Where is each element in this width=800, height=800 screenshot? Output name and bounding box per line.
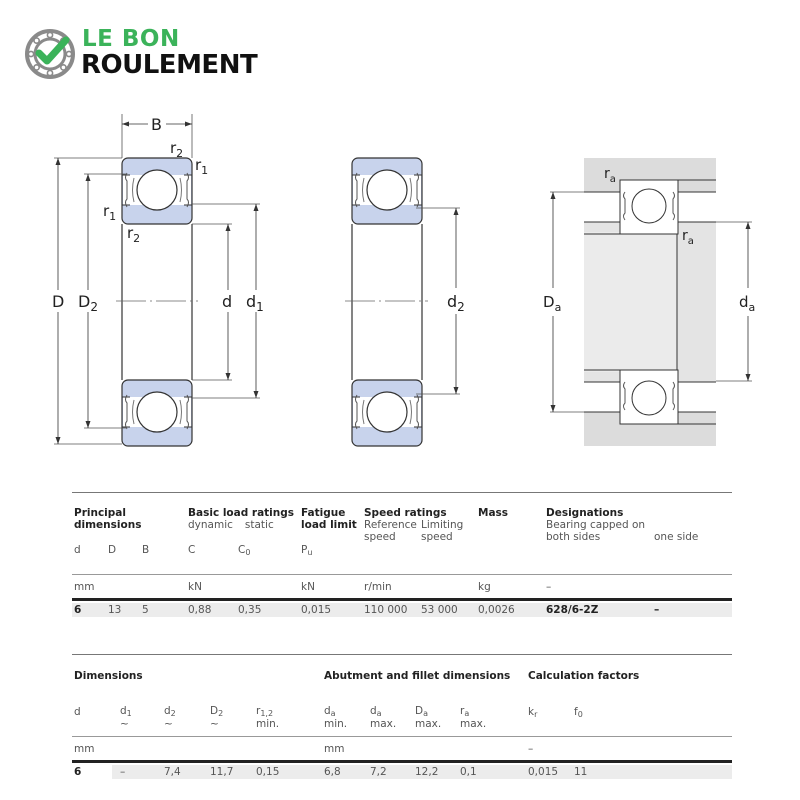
drawing-principal-dimensions [52,114,264,446]
cell-f0: 11 [574,766,588,778]
divider [72,760,732,763]
symbol-d: d [74,544,81,556]
cell-designation-one-side: – [654,604,660,616]
unit-kg: kg [478,581,491,593]
one-side-header: one side [654,531,699,543]
group-designations: Designations [546,507,624,519]
svg-text:d1: $d_1$ [246,292,264,314]
cell-D2: 11,7 [210,766,234,778]
symbol-da-max: $d_a$ max. [370,705,397,730]
group-fatigue-load-limit: Fatigue load limit [301,507,357,531]
group-mass: Mass [478,507,509,519]
cell-mass: 0,0026 [478,604,515,616]
cell-ra-max: 0,1 [460,766,477,778]
unit-mm-abutment: mm [324,743,345,755]
symbol-B: B [142,544,150,556]
cell-Da-max: 12,2 [415,766,439,778]
symbol-d1: $d_1$ ~ [120,705,132,730]
group-calculation-factors: Calculation factors [528,670,640,682]
symbol-D: D [108,544,117,556]
cell-B: 5 [142,604,149,616]
unit-dash: – [528,743,534,755]
cell-d: 6 [74,604,82,616]
symbol-d2: $d_2$ ~ [164,705,176,730]
brand-logo [24,26,294,84]
bearing-check-icon [24,28,76,80]
symbol-ra-max: $r_a$ max. [460,705,487,730]
divider [72,598,732,601]
cell-reference-speed: 110 000 [364,604,408,616]
cell-r12-min: 0,15 [256,766,280,778]
cell-da-min: 6,8 [324,766,341,778]
svg-text:ra: $r_a$ [604,166,616,185]
svg-text:D2: $D_2$ [78,292,98,314]
limiting-speed-header: Limiting speed [421,519,464,543]
cell-C0: 0,35 [238,604,262,616]
svg-text:r2: $r_2$ [127,224,141,245]
symbol-C: C [188,544,196,556]
dimensions-table [72,654,732,784]
cell-kr: 0,015 [528,766,559,778]
svg-text:d: d [222,292,233,311]
symbol-C0: $C_0$ [238,544,251,557]
cell-D: 13 [108,604,122,616]
group-dimensions: Dimensions [74,670,143,682]
symbol-D2: $D_2$ ~ [210,705,224,730]
symbol-Da-max: $D_a$ max. [415,705,442,730]
cell-d: 6 [74,766,82,778]
group-speed-ratings: Speed ratings [364,507,447,519]
bearing-drawings [0,100,800,460]
unit-kN-fatigue: kN [301,581,315,593]
unit-rmin: r/min [364,581,392,593]
drawing-d2-dimension [345,158,465,446]
svg-text:ra: $r_a$ [682,228,694,247]
group-principal-dimensions: Principal dimensions [74,507,142,531]
unit-mm: mm [74,581,95,593]
svg-text:Da: $D_a$ [543,293,562,314]
drawing-abutment-dimensions [543,158,755,446]
cell-designation-both-sides: 628/6-2Z [546,604,599,616]
svg-text:d2: $d_2$ [447,292,465,314]
cell-d2: 7,4 [164,766,181,778]
cell-C: 0,88 [188,604,212,616]
cell-limiting-speed: 53 000 [421,604,458,616]
svg-text:r1: $r_1$ [195,156,209,177]
symbol-f0: $f_0$ [574,706,583,719]
cell-Pu: 0,015 [301,604,332,616]
svg-text:r2: $r_2$ [170,139,184,160]
divider [72,492,732,493]
product-data-table [72,492,732,622]
reference-speed-header: Reference speed [364,519,417,543]
svg-text:D: D [52,292,65,311]
divider [72,574,732,575]
symbol-kr: $k_r$ [528,706,538,719]
symbol-r12-min: $r_{1,2}$ min. [256,705,280,730]
svg-text:da: $d_a$ [739,293,756,314]
svg-text:r1: $r_1$ [103,202,117,223]
svg-text:B: B [151,115,162,134]
capped-both-sides-header: Bearing capped on both sides [546,519,646,543]
cell-da-max: 7,2 [370,766,387,778]
symbol-Pu: $P_u$ [301,544,313,557]
unit-mm: mm [74,743,95,755]
symbol-da-min: $d_a$ min. [324,705,348,730]
symbol-d: d [74,706,81,718]
divider [72,736,732,737]
group-abutment-fillet: Abutment and fillet dimensions [324,670,511,682]
cell-d1: – [120,766,126,778]
unit-kN: kN [188,581,202,593]
group-basic-load-ratings: Basic load ratings dynamic static [188,507,295,531]
unit-dash: – [546,581,552,593]
divider [72,654,732,655]
logo-text-line1: LE BON [82,26,180,52]
logo-text-line2: ROULEMENT [81,50,258,80]
